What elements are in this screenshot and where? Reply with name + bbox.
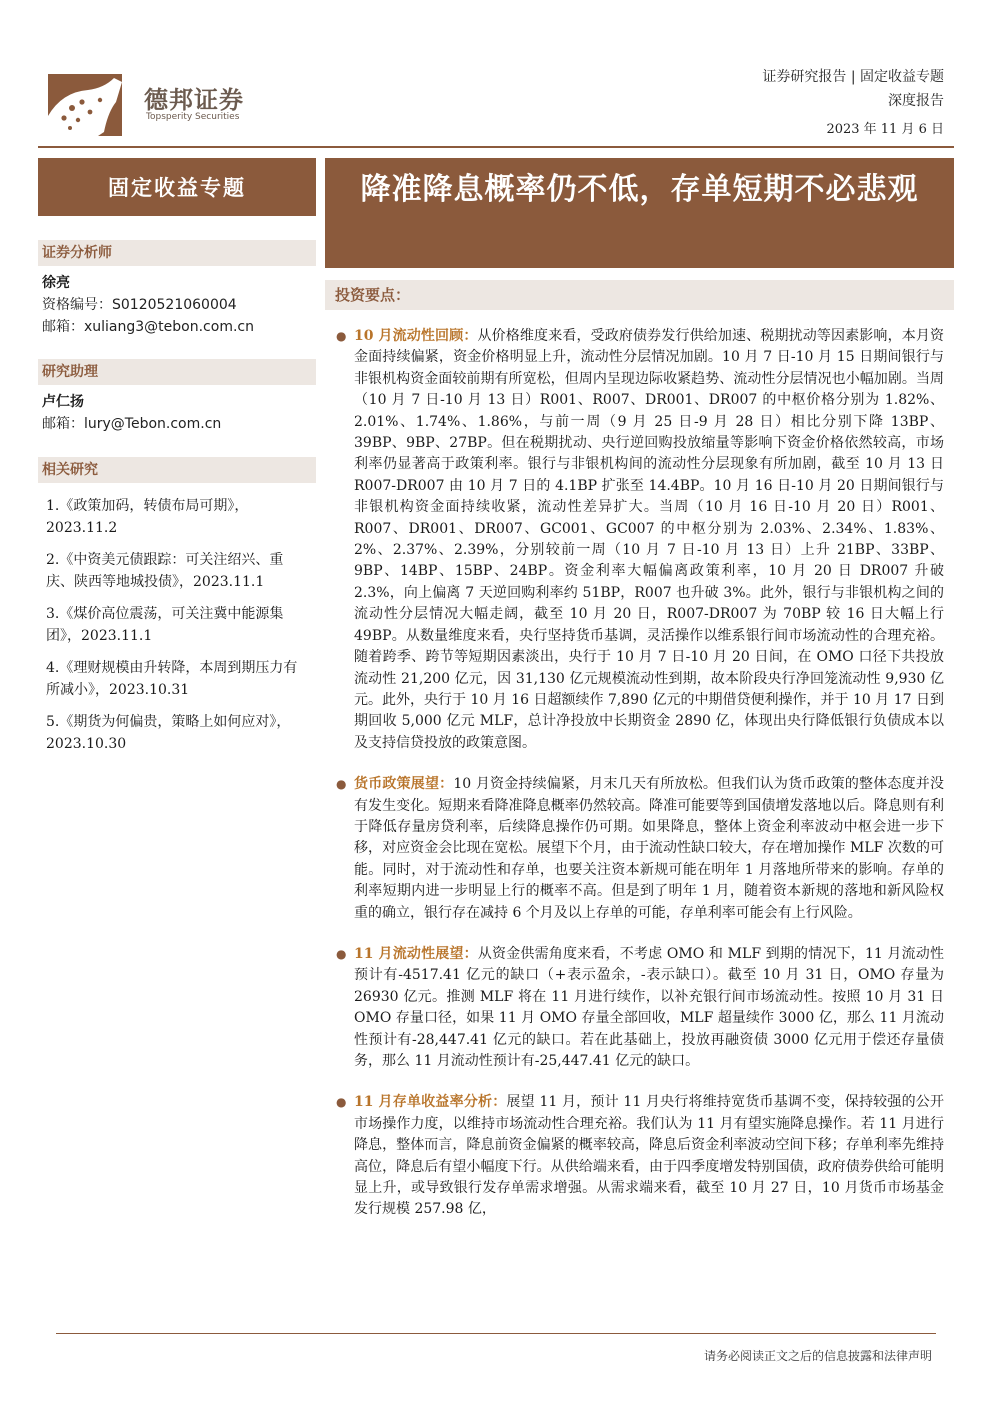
header-divider [38,146,954,148]
bullet-icon: ● [336,777,347,792]
point-text: 10 月资金持续偏紧，月末几天有所放松。但我们认为货币政策的整体态度并没有发生变化。短期来看降准降息概率仍然较高。降准可能要等到国债增发落地以后。降息则有利于降低存量房贷利率，后续降息操作仍可期。如果降息，整体上资金利率波动中枢会进一步下移，对应资金会比现在宽松。展望下个月，由于流动性缺口较大，存在增加操作 MLF 次数的可能。同时，对于流动性和存单，也要关注资本新规可能在明年 1 月落地所带来的影响。存单的利率短期内进一步明显上行的概率不高。但是到了明年 1 月，随着资本新规的落地和新风险权重的确立，银行存在减持 6 个月及以上存单的可能，存单利率可能会有上行风险。 [354,776,945,921]
related-item[interactable]: 3.《煤价高位震荡，可关注冀中能源集团》，2023.11.1 [46,606,284,644]
point-lead: 10 月流动性回顾： [354,328,478,344]
point-november-liquidity [336,944,944,1072]
point-text: 从价格维度来看，受政府债券发行供给加速、税期扰动等因素影响，本月资金面持续偏紧，资金价格明显上升，流动性分层情况加剧。10 月 7 日-10 月 15 日期间银行与非银机构资金面较前期有所宽松，但周内呈现边际收紧趋势、流动性分层情况也小幅加剧。当周（10 月 7 日-10 月 13 日）R001、R007、DR001、DR007 的中枢价格分别为 1.82%、2.01%、1.74%、1.86%，与前一周（9 月 25 日-9 月 28 日）相比分别下降 13BP、39BP、9BP、27BP。但在税期扰动、央行逆回购投放缩量等影响下资金价格依然较高，市场利率仍显著高于政策利率。银行与非银机构间的流动性分层现象有所加剧，截至 10 月 13 日 R007-DR007 由 10 月 7 日的 4.1BP 扩张至 14.4BP。10 月 16 日-10 月 20 日期间银行与非银机构资金面持续收紧，流动性差异扩大。当周（10 月 16 日-10 月 20 日）R001、R007、DR001、DR007、GC001、GC007 的中枢分别为 2.03%、2.34%、1.83%、2%、2.37%、2.39%，分别较前一周（10 月 7 日-10 月 13 日）上升 21BP、33BP、9BP、14BP、15BP、24BP。资金利率大幅偏离政策利率，10 月 20 日 DR007 升破 2.3%，向上偏离 7 天逆回购利率约 51BP，R007 也升破 3%。此外，银行与非银机构之间的流动性分层情况大幅走阔，截至 10 月 20 日，R007-DR007 为 70BP 较 16 日大幅上行 49BP。从数量维度来看，央行坚持货币基调，灵活操作以维系银行间市场流动性的合理充裕。随着跨季、跨节等短期因素淡出，央行于 10 月 7 日-10 月 20 日间，在 OMO 口径下共投放流动性 21,200 亿元，因 31,130 亿元规模流动性到期，故本阶段央行净回笼流动性 9,930 亿元。此外，央行于 10 月 16 日超额续作 7,890 亿元的中期借贷便利操作，并于 10 月 17 日到期回收 5,000 亿元 MLF，总计净投放中长期资金 2890 亿，体现出央行降低银行负债成本以及支持信贷投放的政策意图。 [354,328,944,751]
related-item[interactable]: 1.《政策加码，转债布局可期》，2023.11.2 [46,498,249,536]
brand-name-en: Topsperity Securities [146,112,240,122]
brand-name-cn: 德邦证券 [144,86,244,114]
assistant-name: 卢仁扬 [42,394,84,410]
point-monetary-outlook [336,774,944,924]
report-date: 2023 年 11 月 6 日 [826,122,944,137]
brand-logo [42,72,262,142]
investment-points-label: 投资要点： [325,280,954,310]
point-lead: 11 月流动性展望： [354,945,478,962]
bullet-icon: ● [336,1095,347,1110]
bullet-icon: ● [336,946,347,961]
point-cd-yield-analysis [336,1092,944,1220]
related-item[interactable]: 4.《理财规模由升转降，本周到期压力有所减小》，2023.10.31 [46,660,298,698]
analyst-section-label: 证券分析师 [38,240,316,266]
point-lead: 11 月存单收益率分析： [354,1094,507,1111]
assistant-section-label: 研究助理 [38,359,316,385]
point-text: 从资金供需角度来看，不考虑 OMO 和 MLF 到期的情况下，11 月流动性预计有-4517.41 亿元的缺口（+表示盈余，-表示缺口）。截至 10 月 31 日，OMO 存量为 26930 亿元。推测 MLF 将在 11 月进行续作，以补充银行间市场流动性。按照 10 月 31 日 OMO 存量口径，如果 11 月 OMO 存量全部回收，MLF 超量续作 3000 亿，那么 11 月流动性预计有-28,447.41 亿元的缺口。若在此基础上，投放再融资债 3000 亿元用于偿还存量债务，那么 11 月流动性预计有-25,447.41 亿元的缺口。 [354,945,944,1069]
footer-divider [56,1333,936,1334]
investment-points [336,326,944,1241]
leopard-logo-icon [42,72,124,138]
report-subtype: 深度报告 [888,93,944,109]
bullet-icon: ● [336,329,347,343]
report-title: 降准降息概率仍不低，存单短期不必悲观 [325,158,954,268]
analyst-name: 徐亮 [42,275,70,291]
related-section-label: 相关研究 [38,457,316,483]
related-item[interactable]: 5.《期货为何偏贵，策略上如何应对》，2023.10.30 [46,714,291,752]
category-banner: 固定收益专题 [38,158,316,216]
assistant-email[interactable]: 邮箱：lury@Tebon.com.cn [42,416,222,432]
point-text: 展望 11 月，预计 11 月央行将维持宽货币基调不变，保持较强的公开市场操作力度，以维持市场流动性合理充裕。我们认为 11 月有望实施降息操作。若 11 月进行降息，整体而言，降息前资金偏紧的概率较高，降息后资金利率波动空间下移；存单利率先维持高位，降息后有望小幅度下行。从供给端来看，由于四季度增发特别国债，政府债券供给可能明显上升，或导致银行发存单需求增强。从需求端来看，截至 10 月 27 日，10 月货币市场基金发行规模 257.98 亿， [354,1094,945,1218]
related-item[interactable]: 2.《中资美元债跟踪：可关注绍兴、重庆、陕西等地城投债》，2023.11.1 [46,552,284,590]
footer-disclaimer: 请务必阅读正文之后的信息披露和法律声明 [703,1349,932,1363]
analyst-email[interactable]: 邮箱：xuliang3@tebon.com.cn [42,319,254,335]
point-lead: 货币政策展望： [354,776,454,793]
related-research-list [46,495,304,765]
point-liquidity-review [336,326,944,754]
analyst-license: 资格编号：S0120521060004 [42,297,237,313]
report-type: 证券研究报告 | 固定收益专题 [762,69,944,85]
